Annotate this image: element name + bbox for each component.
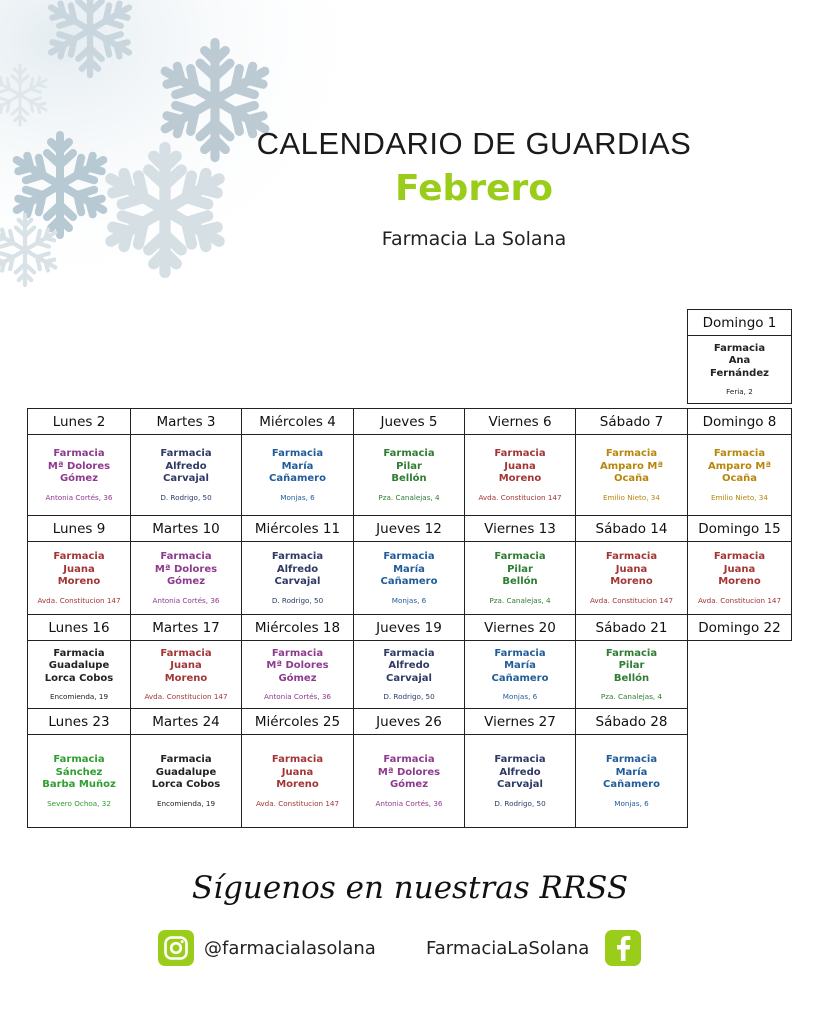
pharmacy-name-line: Juana [504,460,536,472]
pharmacy-address: Pza. Canalejas, 4 [489,595,551,605]
pharmacy-label: Farmacia [160,754,212,766]
day-header-jueves-5: Jueves 5 [353,408,465,435]
pharmacy-name-line: Moreno [276,779,319,791]
pharmacy-name-line: Carvajal [386,672,432,684]
pharmacy-name-line: Bellón [613,672,650,684]
pharmacy-label: Farmacia [605,754,658,766]
day-header-lunes-9: Lunes 9 [27,515,131,542]
pharmacy-name-line: Moreno [164,672,208,684]
month-title: Febrero [395,168,553,209]
pharmacy-label: Farmacia [494,448,546,460]
pharmacy-name-line: Amparo Mª [708,460,771,472]
pharmacy-address: Monjas, 6 [502,692,538,702]
pharmacy-name-line: Bellón [391,473,427,485]
pharmacy-name-line: Alfredo [388,660,430,672]
pharmacy-address: Encomienda, 19 [156,798,216,808]
day-header-jueves-26: Jueves 26 [353,708,465,735]
pharmacy-label: Farmacia [53,448,105,460]
pharmacy-label: Farmacia [271,647,324,659]
pharmacy-name-line: Moreno [57,576,101,588]
day-header-jueves-12: Jueves 12 [353,515,465,542]
pharmacy-address: D. Rodrigo, 50 [271,595,324,605]
day-header-domingo-22: Domingo 22 [687,614,792,641]
day-cell-sabado-14 [575,541,688,615]
day-header-miercoles-11: Miércoles 11 [241,515,354,542]
pharmacy-name-line: Carvajal [163,473,209,485]
day-header-miercoles-18: Miércoles 18 [241,614,354,641]
day-cell-miercoles-18 [241,640,354,709]
pharmacy-address: Antonia Cortés, 36 [375,798,443,808]
pharmacy-address: Avda. Constitucion 147 [37,595,121,605]
pharmacy-address: Severo Ochoa, 32 [47,798,111,808]
pharmacy-name-line: Alfredo [499,766,541,778]
pharmacy-address: Monjas, 6 [391,595,427,605]
pharmacy-address: Avda. Constitucion 147 [255,798,340,808]
day-header-viernes-27: Viernes 27 [464,708,576,735]
pharmacy-label: Farmacia [494,754,546,766]
day-header-viernes-20: Viernes 20 [464,614,576,641]
day-header-lunes-16: Lunes 16 [27,614,131,641]
pharmacy-name-line: María [281,460,314,472]
day-header-martes-3: Martes 3 [130,408,242,435]
pharmacy-name-line: Gómez [389,779,429,791]
pharmacy-name-line: Cañamero [491,672,549,684]
pharmacy-address: D. Rodrigo, 50 [160,492,212,502]
pharmacy-address: Antonia Cortés, 36 [263,692,331,702]
day-cell-sabado-7 [575,434,688,516]
pharmacy-label: Farmacia [713,551,766,563]
day-header-viernes-6: Viernes 6 [464,408,576,435]
pharmacy-name-line: Fernández [710,367,769,379]
day-header-jueves-19: Jueves 19 [353,614,465,641]
instagram-handle: @farmacialasolana [204,937,376,959]
pharmacy-name-line: Ocaña [721,473,758,485]
day-cell-viernes-20 [464,640,576,709]
pharmacy-name-line: Carvajal [497,779,543,791]
day-cell-martes-10 [130,541,242,615]
pharmacy-address: Avda. Constitucion 147 [697,595,782,605]
pharmacy-label: Farmacia [605,551,658,563]
day-cell-lunes-2 [27,434,131,516]
day-header-domingo-1: Domingo 1 [687,309,792,336]
pharmacy-name-line: Moreno [498,473,542,485]
day-header-martes-17: Martes 17 [130,614,242,641]
pharmacy-name-line: Mª Dolores [377,766,441,778]
pharmacy-label: Farmacia [160,647,212,659]
pharmacy-label: Farmacia [383,551,435,563]
follow-text: Síguenos en nuestras RRSS [191,870,629,906]
day-header-lunes-2: Lunes 2 [27,408,131,435]
facebook-handle: FarmaciaLaSolana [426,937,590,959]
day-header-sabado-14: Sábado 14 [575,515,688,542]
pharmacy-name-line: Mª Dolores [266,660,329,672]
pharmacy-name-line: Pilar [618,660,645,672]
pharmacy-name-line: Juana [170,660,202,672]
pharmacy-name-line: Ocaña [613,473,650,485]
pharmacy-name-line: Cañamero [380,576,438,588]
day-header-domingo-15: Domingo 15 [687,515,792,542]
pharmacy-name-line: Juana [63,563,95,575]
pharmacy-name-line: Guadalupe [155,766,217,778]
pharmacy-label: Farmacia [494,551,546,563]
pharmacy-name-line: Juana [281,766,314,778]
pharmacy-name-line: Amparo Mª [600,460,663,472]
day-cell-lunes-23 [27,734,131,828]
day-cell-viernes-13 [464,541,576,615]
pharmacy-name-line: Juana [615,563,648,575]
day-header-martes-24: Martes 24 [130,708,242,735]
pharmacy-address: Feria, 2 [726,387,753,397]
pharmacy-name-line: Lorca Cobos [44,672,114,684]
pharmacy-name-line: Alfredo [276,563,319,575]
pharmacy-name-line: María [393,563,425,575]
pharmacy-name-line: Cañamero [603,779,660,791]
day-cell-miercoles-11 [241,541,354,615]
day-cell-lunes-9 [27,541,131,615]
pharmacy-label: Farmacia [53,647,105,659]
facebook-link[interactable] [426,928,641,968]
pharmacy-label: Farmacia [713,448,766,460]
pharmacy-name-line: Juana [723,563,756,575]
day-cell-martes-24 [130,734,242,828]
pharmacy-address: Avda. Constitucion 147 [478,492,562,502]
pharmacy-name-line: Pilar [396,460,422,472]
day-cell-jueves-12 [353,541,465,615]
pharmacy-name-line: Mª Dolores [154,563,218,575]
pharmacy-address: Emilio Nieto, 34 [711,492,768,502]
pharmacy-label: Farmacia [160,448,212,460]
pharmacy-address: Antonia Cortés, 36 [152,595,220,605]
pharmacy-name-line: Moreno [610,576,653,588]
pharmacy-name-line: María [615,766,648,778]
pharmacy-label: Farmacia [53,551,105,563]
pharmacy-address: Monjas, 6 [614,798,649,808]
day-header-sabado-7: Sábado 7 [575,408,688,435]
pharmacy-address: Avda. Constitucion 147 [589,595,674,605]
day-header-martes-10: Martes 10 [130,515,242,542]
pharmacy-name-line: Lorca Cobos [151,779,221,791]
pharmacy-label: Farmacia [605,448,658,460]
day-cell-miercoles-4 [241,434,354,516]
pharmacy-name-line: Cañamero [269,473,326,485]
pharmacy-address: Avda. Constitucion 147 [144,692,228,702]
day-cell-jueves-5 [353,434,465,516]
pharmacy-name-line: Pilar [507,563,533,575]
day-cell-martes-3 [130,434,242,516]
pharmacy-address: Antonia Cortés, 36 [45,492,113,502]
day-header-miercoles-25: Miércoles 25 [241,708,354,735]
instagram-icon [158,930,194,966]
day-cell-domingo-15 [687,541,792,615]
pharmacy-label: Farmacia [271,754,324,766]
day-cell-miercoles-25 [241,734,354,828]
pharmacy-address: D. Rodrigo, 50 [494,798,546,808]
day-header-sabado-28: Sábado 28 [575,708,688,735]
pharmacy-address: Emilio Nieto, 34 [603,492,660,502]
pharmacy-address: D. Rodrigo, 50 [383,692,435,702]
day-cell-viernes-27 [464,734,576,828]
page-title: CALENDARIO DE GUARDIAS [256,126,692,161]
day-cell-jueves-26 [353,734,465,828]
pharmacy-label: Farmacia [53,754,105,766]
facebook-icon [605,930,641,966]
pharmacy-name-line: Gómez [278,672,317,684]
pharmacy-address: Pza. Canalejas, 4 [600,692,663,702]
day-cell-lunes-16 [27,640,131,709]
pharmacy-name-line: Guadalupe [48,660,110,672]
pharmacy-label: Farmacia [383,754,435,766]
pharmacy-label: Farmacia [383,448,435,460]
pharmacy-name-line: Gómez [166,576,206,588]
day-header-viernes-13: Viernes 13 [464,515,576,542]
day-cell-sabado-21 [575,640,688,709]
pharmacy-label: Farmacia [383,647,435,659]
pharmacy-name-line: Bellón [502,576,538,588]
pharmacy-name-line: Ana [728,355,751,367]
pharmacy-name-line: Moreno [718,576,761,588]
pharmacy-address: Monjas, 6 [280,492,315,502]
pharmacy-address: Pza. Canalejas, 4 [378,492,440,502]
pharmacy-label: Farmacia [160,551,212,563]
day-header-domingo-8: Domingo 8 [687,408,792,435]
pharmacy-label: Farmacia [271,448,324,460]
pharmacy-address: Encomienda, 19 [49,692,109,702]
day-header-miercoles-4: Miércoles 4 [241,408,354,435]
day-header-sabado-21: Sábado 21 [575,614,688,641]
pharmacy-name-line: Gómez [59,473,99,485]
day-cell-domingo-1 [687,335,792,404]
pharmacy-name-line: Sánchez [55,766,103,778]
pharmacy-label: Farmacia [713,342,766,354]
instagram-link[interactable] [158,928,376,968]
day-cell-jueves-19 [353,640,465,709]
pharmacy-name-line: Barba Muñoz [42,779,116,791]
day-cell-sabado-28 [575,734,688,828]
pharmacy-name: Farmacia La Solana [381,228,567,250]
day-cell-martes-17 [130,640,242,709]
pharmacy-label: Farmacia [271,551,324,563]
pharmacy-label: Farmacia [605,647,658,659]
pharmacy-label: Farmacia [494,647,546,659]
pharmacy-name-line: Mª Dolores [47,460,111,472]
pharmacy-name-line: Carvajal [274,576,321,588]
pharmacy-name-line: María [504,660,536,672]
pharmacy-name-line: Alfredo [165,460,207,472]
day-cell-viernes-6 [464,434,576,516]
day-cell-domingo-8 [687,434,792,516]
day-header-lunes-23: Lunes 23 [27,708,131,735]
